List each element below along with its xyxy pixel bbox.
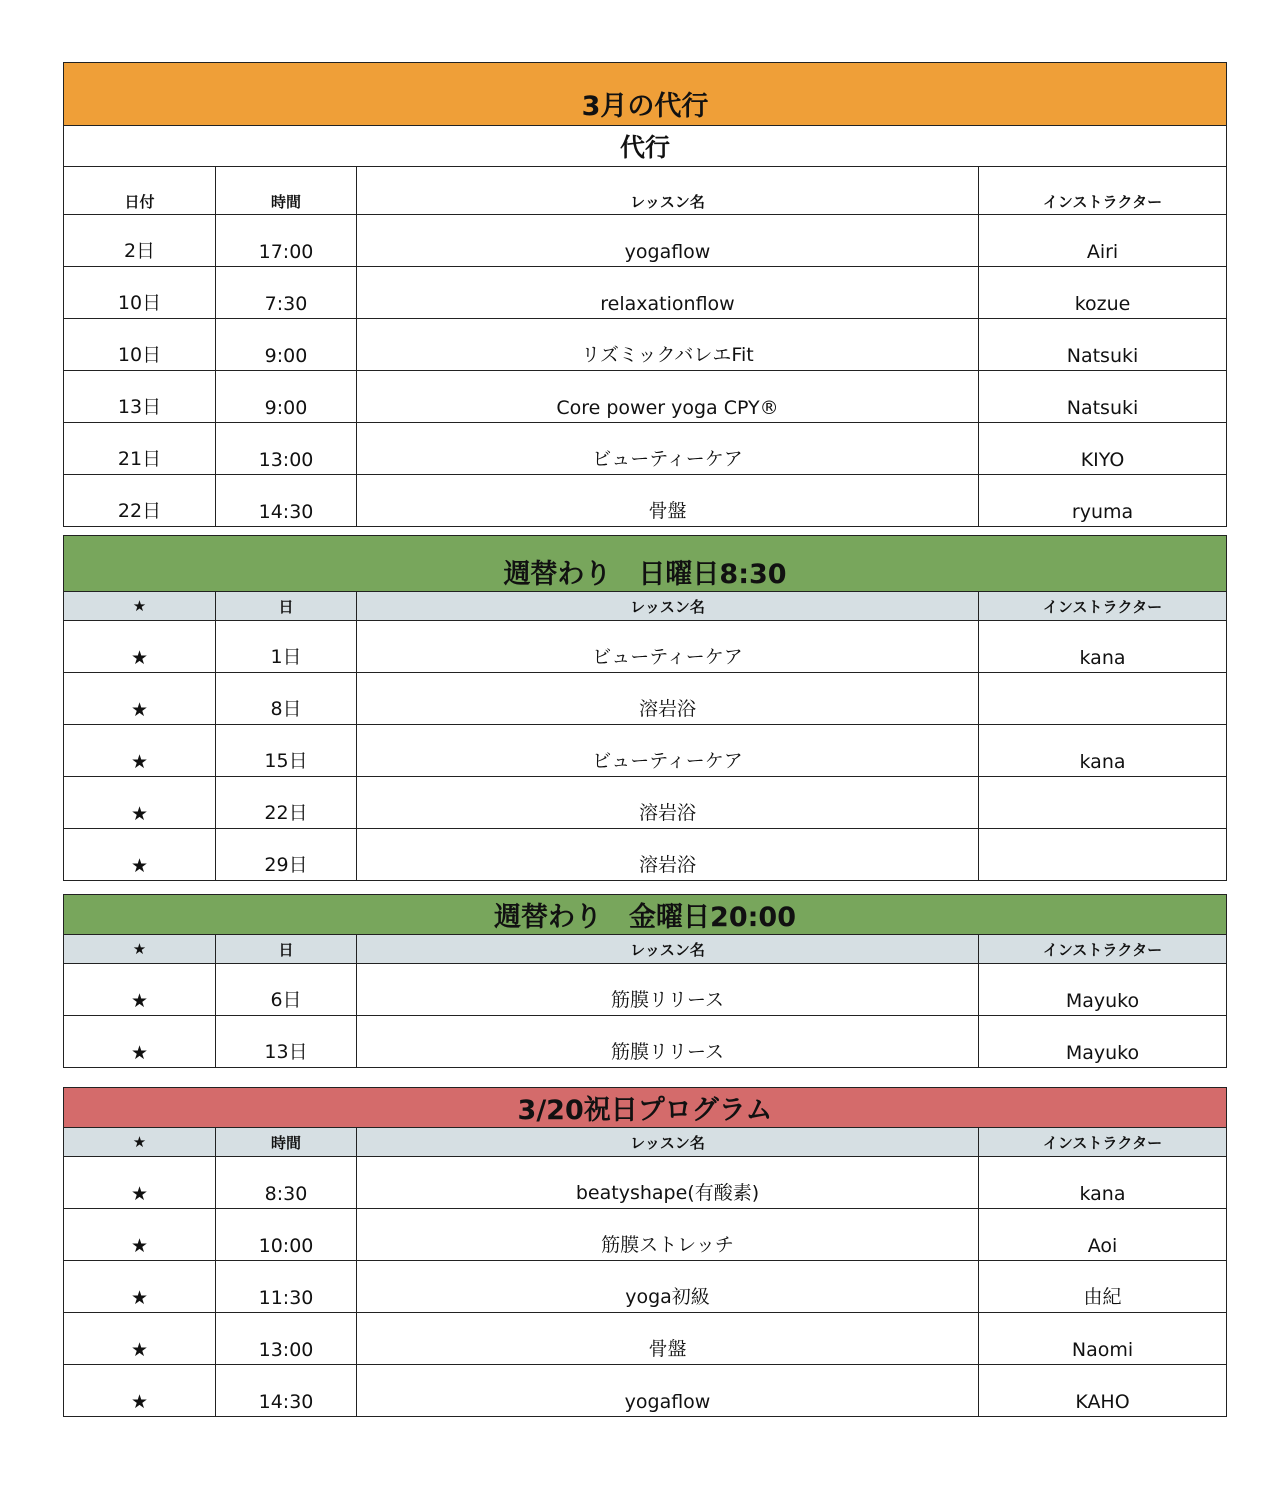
table-row <box>64 1313 1227 1365</box>
table-header <box>64 935 1227 964</box>
cell-instructor: 由紀 <box>979 1261 1227 1313</box>
star-icon: ★ <box>64 829 216 881</box>
cell-day: 13日 <box>216 1016 357 1068</box>
cell-day: 8日 <box>216 673 357 725</box>
cell-lesson: 溶岩浴 <box>357 673 979 725</box>
cell-date: 10日 <box>64 319 216 371</box>
holiday-program-table <box>63 1087 1227 1417</box>
star-icon: ★ <box>64 1209 216 1261</box>
table-row <box>64 1016 1227 1068</box>
cell-day: 1日 <box>216 621 357 673</box>
cell-lesson: 筋膜リリース <box>357 1016 979 1068</box>
cell-lesson: beatyshape(有酸素) <box>357 1157 979 1209</box>
cell-lesson: yogaflow <box>357 215 979 267</box>
cell-instructor: Airi <box>979 215 1227 267</box>
table-row <box>64 1157 1227 1209</box>
star-icon: ★ <box>64 1016 216 1068</box>
cell-instructor: KAHO <box>979 1365 1227 1417</box>
cell-date: 21日 <box>64 423 216 475</box>
header-instructor: インストラクター <box>979 1128 1227 1157</box>
table-header <box>64 167 1227 215</box>
cell-lesson: 溶岩浴 <box>357 829 979 881</box>
header-time: 時間 <box>216 1128 357 1157</box>
substitute-table <box>63 62 1227 527</box>
cell-time: 14:30 <box>216 1365 357 1417</box>
cell-time: 9:00 <box>216 371 357 423</box>
star-icon: ★ <box>64 1261 216 1313</box>
table-row <box>64 475 1227 527</box>
cell-date: 10日 <box>64 267 216 319</box>
cell-lesson: 骨盤 <box>357 475 979 527</box>
cell-instructor: Natsuki <box>979 319 1227 371</box>
header-lesson: レッスン名 <box>357 935 979 964</box>
cell-lesson: yogaflow <box>357 1365 979 1417</box>
cell-day: 22日 <box>216 777 357 829</box>
table-row <box>64 673 1227 725</box>
table-row <box>64 829 1227 881</box>
cell-instructor: kana <box>979 621 1227 673</box>
cell-lesson: ビューティーケア <box>357 423 979 475</box>
table-row <box>64 777 1227 829</box>
cell-lesson: Core power yoga CPY® <box>357 371 979 423</box>
sunday-weekly-table <box>63 535 1227 881</box>
header-star: ★ <box>64 935 216 964</box>
holiday-program-section <box>63 1087 1226 1417</box>
table-row <box>64 215 1227 267</box>
cell-instructor <box>979 777 1227 829</box>
header-date: 日付 <box>64 167 216 215</box>
cell-instructor: Aoi <box>979 1209 1227 1261</box>
cell-day: 15日 <box>216 725 357 777</box>
header-lesson: レッスン名 <box>357 592 979 621</box>
header-lesson: レッスン名 <box>357 167 979 215</box>
section-title: 週替わり 金曜日20:00 <box>64 895 1227 935</box>
cell-instructor: Mayuko <box>979 1016 1227 1068</box>
star-icon: ★ <box>64 673 216 725</box>
table-row <box>64 1209 1227 1261</box>
header-day: 日 <box>216 592 357 621</box>
cell-instructor: ryuma <box>979 475 1227 527</box>
star-icon: ★ <box>64 964 216 1016</box>
header-lesson: レッスン名 <box>357 1128 979 1157</box>
header-star: ★ <box>64 592 216 621</box>
cell-lesson: 筋膜ストレッチ <box>357 1209 979 1261</box>
friday-weekly-section <box>63 894 1226 1068</box>
star-icon: ★ <box>64 1313 216 1365</box>
star-icon: ★ <box>64 1157 216 1209</box>
substitute-section <box>63 62 1226 527</box>
section-title: 3月の代行 <box>64 63 1227 126</box>
section-title: 3/20祝日プログラム <box>64 1088 1227 1128</box>
cell-instructor: Natsuki <box>979 371 1227 423</box>
cell-time: 13:00 <box>216 1313 357 1365</box>
cell-lesson: 筋膜リリース <box>357 964 979 1016</box>
cell-lesson: yoga初級 <box>357 1261 979 1313</box>
cell-time: 8:30 <box>216 1157 357 1209</box>
sunday-weekly-section <box>63 535 1226 881</box>
cell-instructor: Mayuko <box>979 964 1227 1016</box>
header-day: 日 <box>216 935 357 964</box>
table-row <box>64 319 1227 371</box>
friday-weekly-table <box>63 894 1227 1068</box>
header-instructor: インストラクター <box>979 167 1227 215</box>
cell-time: 11:30 <box>216 1261 357 1313</box>
cell-lesson: リズミックバレエFit <box>357 319 979 371</box>
cell-lesson: 溶岩浴 <box>357 777 979 829</box>
cell-time: 13:00 <box>216 423 357 475</box>
table-row <box>64 1261 1227 1313</box>
cell-day: 29日 <box>216 829 357 881</box>
cell-time: 10:00 <box>216 1209 357 1261</box>
cell-instructor: kana <box>979 725 1227 777</box>
table-row <box>64 621 1227 673</box>
header-star: ★ <box>64 1128 216 1157</box>
header-instructor: インストラクター <box>979 935 1227 964</box>
table-row <box>64 267 1227 319</box>
star-icon: ★ <box>64 725 216 777</box>
header-time: 時間 <box>216 167 357 215</box>
cell-time: 14:30 <box>216 475 357 527</box>
section-title: 週替わり 日曜日8:30 <box>64 536 1227 592</box>
cell-instructor: Naomi <box>979 1313 1227 1365</box>
cell-time: 9:00 <box>216 319 357 371</box>
star-icon: ★ <box>64 777 216 829</box>
table-header <box>64 592 1227 621</box>
cell-instructor: kozue <box>979 267 1227 319</box>
table-row <box>64 725 1227 777</box>
cell-instructor <box>979 829 1227 881</box>
cell-date: 2日 <box>64 215 216 267</box>
cell-date: 22日 <box>64 475 216 527</box>
cell-lesson: 骨盤 <box>357 1313 979 1365</box>
cell-day: 6日 <box>216 964 357 1016</box>
table-row <box>64 423 1227 475</box>
cell-instructor <box>979 673 1227 725</box>
cell-date: 13日 <box>64 371 216 423</box>
star-icon: ★ <box>64 1365 216 1417</box>
section-subtitle: 代行 <box>64 126 1227 167</box>
cell-lesson: relaxationflow <box>357 267 979 319</box>
table-header <box>64 1128 1227 1157</box>
table-row <box>64 1365 1227 1417</box>
cell-lesson: ビューティーケア <box>357 725 979 777</box>
table-row <box>64 371 1227 423</box>
table-row <box>64 964 1227 1016</box>
star-icon: ★ <box>64 621 216 673</box>
cell-time: 17:00 <box>216 215 357 267</box>
header-instructor: インストラクター <box>979 592 1227 621</box>
cell-instructor: kana <box>979 1157 1227 1209</box>
cell-lesson: ビューティーケア <box>357 621 979 673</box>
cell-instructor: KIYO <box>979 423 1227 475</box>
cell-time: 7:30 <box>216 267 357 319</box>
